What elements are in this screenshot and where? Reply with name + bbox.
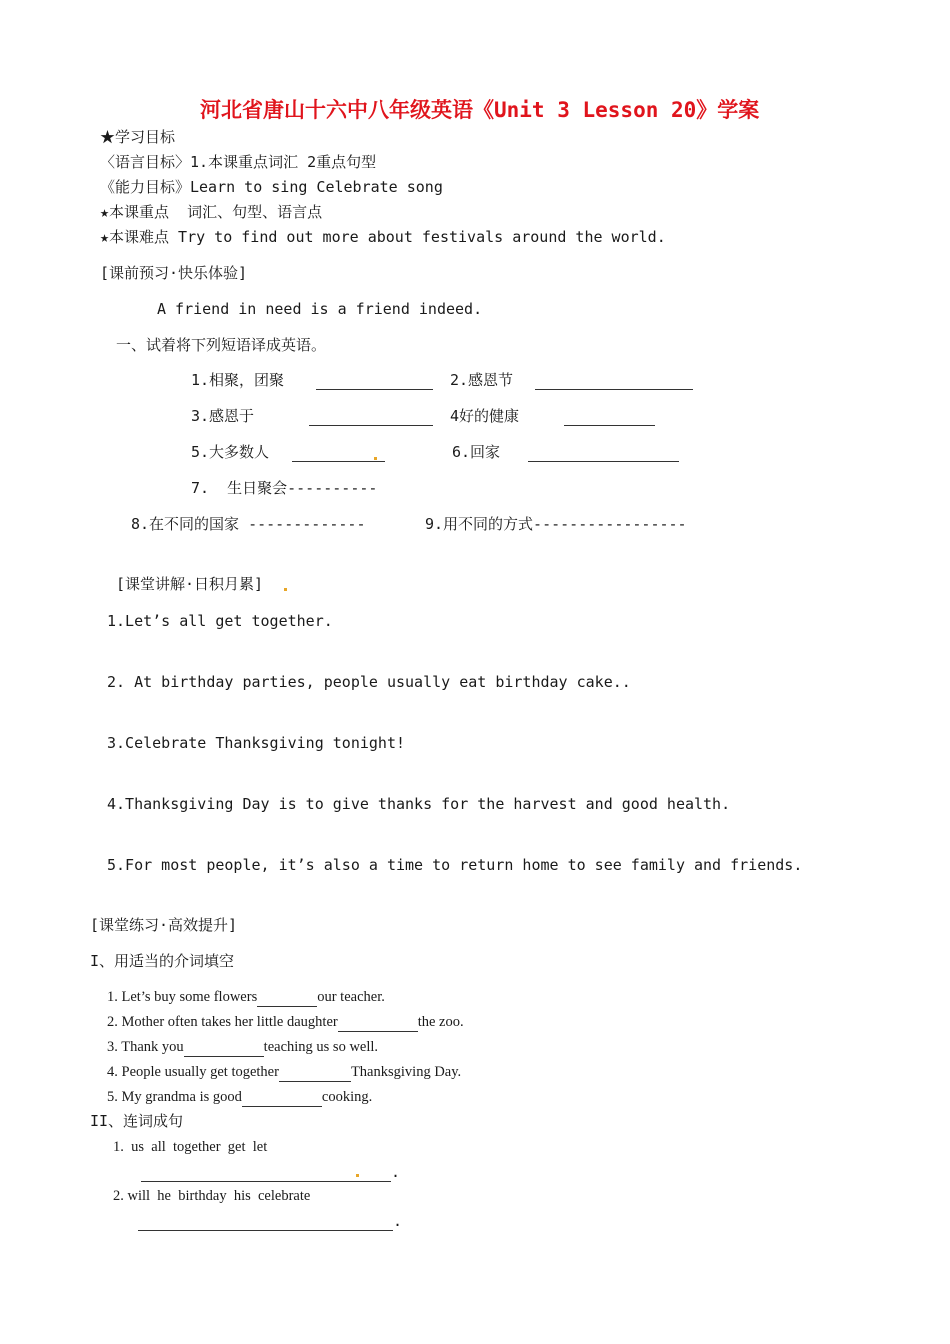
- key-points: ★本课重点 词汇、句型、语言点: [100, 203, 323, 221]
- example-sentence: 1.Let’s all get together.: [107, 612, 333, 630]
- stray-mark: [356, 1174, 359, 1177]
- answer-blank[interactable]: [316, 370, 433, 390]
- phrase-item: 8.在不同的国家 -------------: [131, 515, 366, 533]
- answer-blank[interactable]: [535, 370, 693, 390]
- example-sentence: 5.For most people, it’s also a time to return home to see family and friends.: [107, 856, 803, 874]
- example-sentence: 3.Celebrate Thanksgiving tonight!: [107, 734, 406, 752]
- phrase-item: 7. 生日聚会----------: [191, 479, 378, 497]
- example-sentence: 4.Thanksgiving Day is to give thanks for the harvest and good health.: [107, 795, 731, 813]
- fill-item: 1. Let’s buy some flowers our teacher.: [107, 989, 385, 1005]
- example-sentence: 2. At birthday parties, people usually eat birthday cake..: [107, 673, 631, 691]
- answer-blank[interactable]: [338, 1016, 418, 1032]
- preview-heading: [课前预习·快乐体验]: [100, 264, 248, 282]
- answer-line[interactable]: .: [138, 1211, 402, 1231]
- answer-blank[interactable]: [528, 442, 679, 462]
- phrase-item: 9.用不同的方式-----------------: [425, 515, 687, 533]
- fill-item: 2. Mother often takes her little daughter the zoo.: [107, 1014, 464, 1030]
- answer-blank[interactable]: [564, 406, 655, 426]
- answer-blank[interactable]: [279, 1066, 351, 1082]
- part2-heading: II、连词成句: [90, 1112, 184, 1130]
- phrase-item: 4好的健康: [450, 407, 520, 425]
- answer-blank[interactable]: [292, 442, 385, 462]
- answer-blank[interactable]: [257, 991, 317, 1007]
- word-order-item: 2. will he birthday his celebrate: [113, 1188, 311, 1204]
- fill-item: 3. Thank you teaching us so well.: [107, 1039, 379, 1055]
- translation-task: 一、试着将下列短语译成英语。: [116, 336, 327, 354]
- practice-heading: [课堂练习·高效提升]: [90, 916, 238, 934]
- stray-mark: [284, 588, 287, 591]
- phrase-item: 5.大多数人: [191, 443, 270, 461]
- phrase-item: 6.回家: [452, 443, 501, 461]
- fill-item: 4. People usually get together Thanksgiving Day.: [107, 1064, 462, 1080]
- stray-mark: [374, 457, 377, 460]
- ability-objective: 《能力目标》Learn to sing Celebrate song: [100, 178, 443, 196]
- objectives-heading: ★学习目标: [100, 128, 176, 146]
- phrase-item: 2.感恩节: [450, 371, 514, 389]
- fill-item: 5. My grandma is good cooking.: [107, 1089, 373, 1105]
- page-title: 河北省唐山十六中八年级英语《Unit 3 Lesson 20》学案: [200, 98, 760, 122]
- answer-line[interactable]: .: [141, 1162, 400, 1182]
- answer-blank[interactable]: [242, 1091, 322, 1107]
- word-order-item: 1. us all together get let: [113, 1139, 268, 1155]
- part1-heading: I、用适当的介词填空: [90, 952, 235, 970]
- proverb: A friend in need is a friend indeed.: [157, 300, 483, 318]
- answer-blank[interactable]: [184, 1041, 264, 1057]
- difficult-points: ★本课难点 Try to find out more about festivals around the world.: [100, 228, 666, 246]
- answer-blank[interactable]: [309, 406, 433, 426]
- language-objective: 〈语言目标〉1.本课重点词汇 2重点句型: [100, 153, 377, 171]
- phrase-item: 3.感恩于: [191, 407, 255, 425]
- phrase-item: 1.相聚，团聚: [191, 371, 285, 389]
- lecture-heading: [课堂讲解·日积月累]: [116, 575, 264, 593]
